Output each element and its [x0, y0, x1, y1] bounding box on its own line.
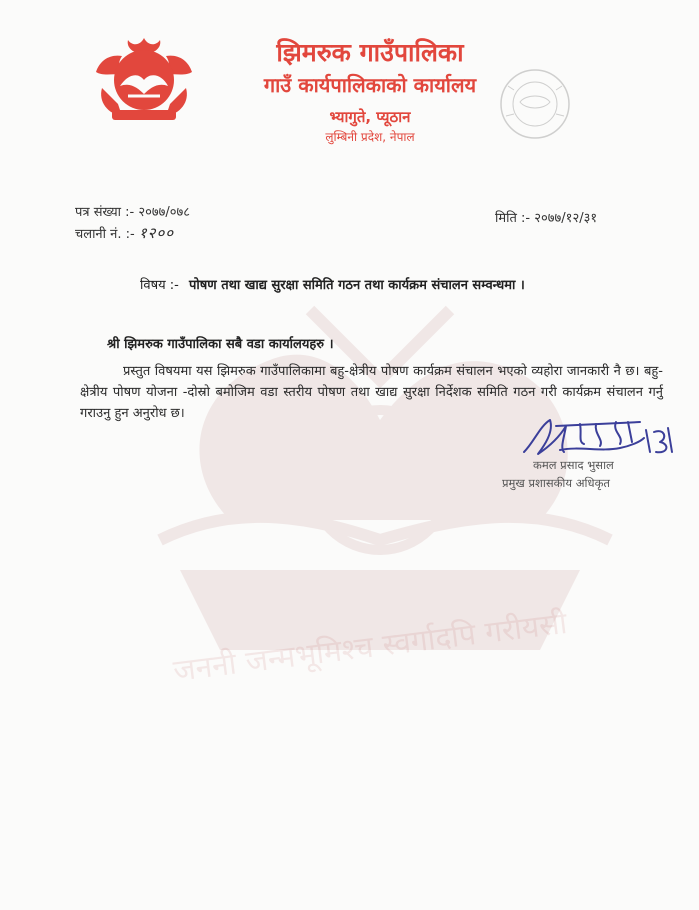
letter-number-value: २०७७/०७८: [138, 205, 191, 220]
dispatch-number-row: [75, 223, 190, 245]
letterhead-municipality-name: झिमरुक गाउँपालिका: [276, 38, 464, 67]
signatory-name: कमल प्रसाद भुसाल: [533, 458, 614, 472]
dispatch-number-value: १२००: [138, 224, 175, 242]
date-label: मिति :-: [495, 211, 531, 226]
letterhead-location: भ्यागुते, प्यूठान: [329, 108, 411, 126]
reference-block: [75, 203, 190, 245]
office-seal-stamp: [494, 66, 576, 142]
body-paragraph: प्रस्तुत विषयमा यस झिमरुक गाउँपालिकामा बहु-क्षेत्रीय पोषण कार्यक्रम संचालन भएको व्यहोरा जानकारी नै छ। बहु-क्षेत्रीय पोषण योजना -दोस्रो बमोजिम वडा स्तरीय पोषण तथा खाद्य सुरक्षा निर्देशक समिति गठन गरी कार्यक्रम संचालन गर्नु गराउनु हुन अनुरोध छ।: [80, 364, 663, 421]
watermark-motto: जननी जन्मभूमिश्च स्वर्गादपि गरीयसी: [171, 605, 570, 690]
letterhead: [200, 38, 540, 146]
handwritten-signature: [520, 412, 675, 462]
date-row: [495, 208, 597, 226]
subject-label: विषय :-: [140, 278, 179, 293]
letter-number-label: पत्र संख्या :-: [75, 205, 135, 220]
signatory-title: प्रमुख प्रशासकीय अधिकृत: [502, 476, 610, 490]
date-value: २०७७/१२/३१: [534, 211, 598, 226]
subject-text: पोषण तथा खाद्य सुरक्षा समिति गठन तथा कार्यक्रम संचालन सम्वन्धमा ।: [189, 278, 525, 293]
dispatch-number-label: चलानी नं. :-: [75, 227, 135, 242]
subject-line: [140, 275, 525, 293]
letterhead-office-name: गाउँ कार्यपालिकाको कार्यालय: [263, 73, 477, 97]
letter-number-row: [75, 203, 190, 223]
recipient-line: श्री झिमरुक गाउँपालिका सबै वडा कार्यालयहरु ।: [107, 337, 334, 352]
nepal-emblem-logo: [88, 32, 200, 124]
letterhead-province: लुम्बिनी प्रदेश, नेपाल: [325, 130, 415, 144]
